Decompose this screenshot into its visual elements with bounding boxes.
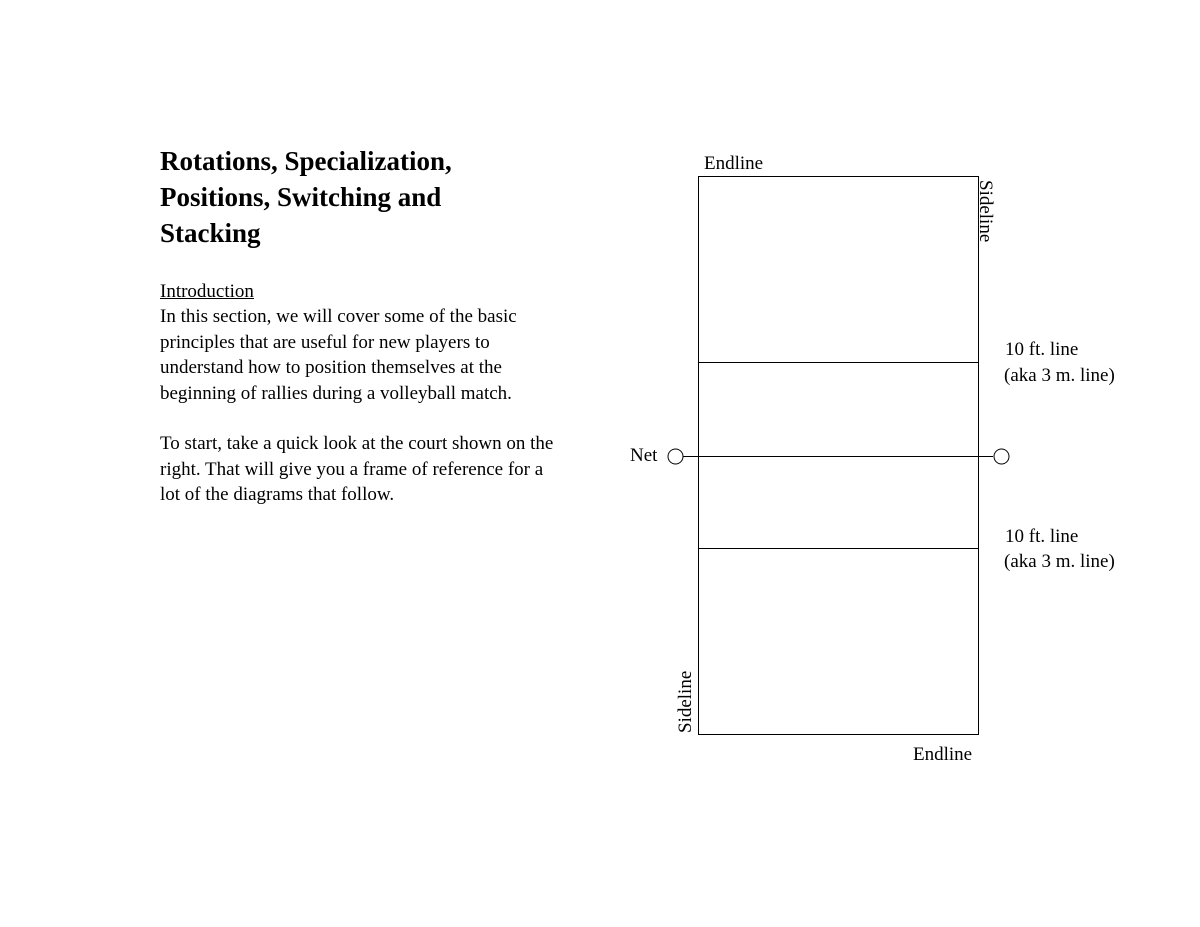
intro-paragraph-2: To start, take a quick look at the court shown on the right. That will give you a frame of reference for a lot of the diagrams that follow. <box>160 433 554 505</box>
title-line-2: Positions, Switching and <box>160 182 442 212</box>
left-sideline-label: Sideline <box>675 670 696 733</box>
section-heading-introduction: Introduction <box>160 281 254 302</box>
net-label: Net <box>630 445 658 466</box>
right-sideline-label: Sideline <box>975 180 996 243</box>
lower-attack-line-label-line-1: 10 ft. line <box>1005 526 1079 547</box>
title-line-3: Stacking <box>160 218 261 248</box>
title-line-1: Rotations, Specialization, <box>160 146 452 176</box>
lower-attack-line-label <box>1004 526 1115 572</box>
right-net-post <box>994 449 1009 464</box>
upper-attack-line-label-line-1: 10 ft. line <box>1005 339 1079 360</box>
left-net-post <box>668 449 683 464</box>
court-boundary <box>699 177 979 735</box>
intro-paragraph-1: In this section, we will cover some of the basic principles that are useful for new players to understand how to position themselves at the beginning of rallies during a volleyball match. <box>160 306 517 404</box>
lower-attack-line-label-line-2: (aka 3 m. line) <box>1004 551 1115 572</box>
upper-attack-line-label-line-2: (aka 3 m. line) <box>1004 365 1115 386</box>
bottom-endline-label: Endline <box>913 744 973 765</box>
top-endline-label: Endline <box>704 153 764 174</box>
upper-attack-line-label <box>1004 339 1115 386</box>
